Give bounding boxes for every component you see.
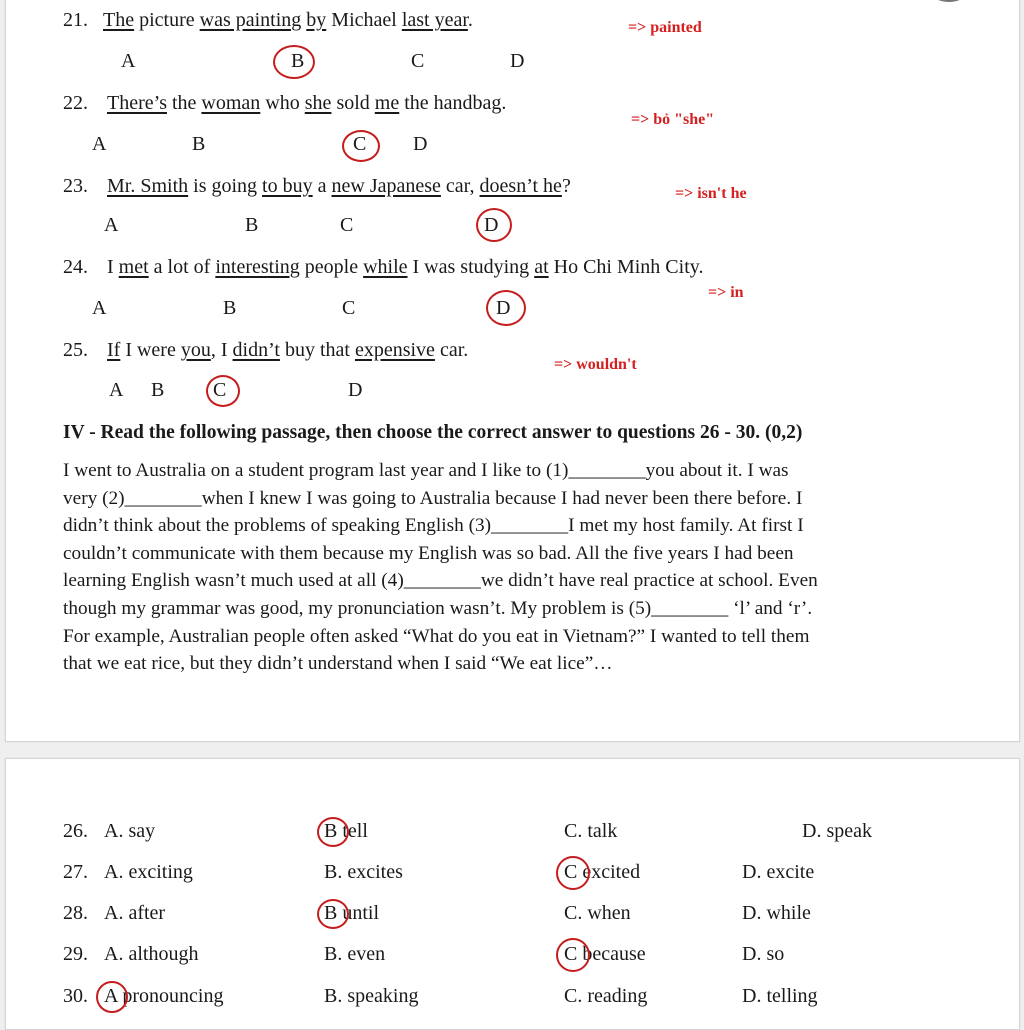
option-letter: D.	[742, 861, 762, 883]
question-number: 22.	[63, 92, 88, 114]
sentence-segment: Michael	[326, 9, 402, 31]
option-letter-a: A	[92, 133, 107, 155]
underlined-segment: If	[107, 339, 121, 361]
option-letter-d: D	[484, 214, 499, 236]
answer-option-d	[742, 901, 811, 925]
sentence-segment: people	[299, 256, 364, 278]
underlined-segment: while	[363, 256, 408, 278]
answer-circle	[317, 817, 349, 847]
question-number: 23.	[63, 175, 88, 197]
question-sentence	[103, 9, 473, 31]
question-number: 21.	[63, 9, 88, 31]
answer-option-a	[104, 819, 155, 843]
option-letter-c: C	[411, 50, 425, 72]
sentence-segment: I was studying	[407, 256, 535, 278]
underlined-segment: me	[374, 92, 400, 114]
option-word: excites	[347, 861, 403, 883]
answer-circle	[556, 856, 590, 890]
passage-line: couldn’t communicate with them because my English was so bad. All the five years I had been	[63, 542, 794, 564]
option-word: although	[128, 943, 199, 965]
underlined-segment: was painting	[199, 9, 302, 31]
option-letter: D.	[742, 902, 762, 924]
sentence-segment: .	[467, 9, 473, 31]
option-letter: A.	[104, 943, 124, 965]
underlined-segment: didn’t	[232, 339, 280, 361]
sentence-segment: , I	[210, 339, 233, 361]
option-letter: B.	[324, 985, 343, 1007]
option-letter: B.	[324, 861, 343, 883]
option-word: speaking	[347, 985, 419, 1007]
sentence-segment: Ho Chi Minh City.	[548, 256, 704, 278]
answer-circle	[317, 899, 349, 929]
option-word: because	[582, 943, 646, 965]
sentence-segment: a	[312, 175, 332, 197]
sentence-segment: the handbag.	[399, 92, 507, 114]
answer-option-c	[564, 901, 631, 925]
question-25	[63, 338, 468, 362]
option-letter-b: B	[223, 297, 237, 319]
underlined-segment: to buy	[262, 175, 313, 197]
answer-option-d	[802, 819, 872, 843]
option-letter-a: A	[121, 50, 136, 72]
option-letter: C	[564, 943, 578, 965]
sentence-segment: sold	[331, 92, 375, 114]
answer-circle	[342, 130, 380, 162]
option-word: speak	[826, 820, 872, 842]
answer-option-b	[324, 860, 403, 884]
option-letter-d: D	[348, 379, 363, 401]
option-word: exciting	[128, 861, 193, 883]
correction-note: => in	[708, 284, 744, 301]
answer-circle	[206, 375, 240, 407]
option-letter: C	[564, 861, 578, 883]
underlined-segment: you	[180, 339, 211, 361]
option-word: until	[342, 902, 380, 924]
question-24	[63, 255, 703, 279]
answer-option-c	[564, 819, 617, 843]
option-letter: C.	[564, 985, 583, 1007]
option-letter: C.	[564, 902, 583, 924]
option-letter-c: C	[340, 214, 354, 236]
answer-circle	[556, 938, 590, 972]
answer-circle	[273, 45, 315, 79]
option-letter-a: A	[92, 297, 107, 319]
sentence-segment: I were	[120, 339, 181, 361]
sentence-segment: the	[166, 92, 202, 114]
option-letter-d: D	[496, 297, 511, 319]
option-letter-b: B	[245, 214, 259, 236]
option-letter-b: B	[192, 133, 206, 155]
correction-note: => bỏ "she"	[631, 111, 715, 128]
option-word: talk	[587, 820, 618, 842]
underlined-segment: woman	[201, 92, 261, 114]
option-letter: A.	[104, 902, 124, 924]
option-word: say	[128, 820, 156, 842]
answer-option-b	[324, 984, 418, 1008]
option-letter-d: D	[413, 133, 428, 155]
sentence-segment: ?	[561, 175, 571, 197]
option-letter-b: B	[151, 379, 165, 401]
underlined-segment: expensive	[354, 339, 435, 361]
sentence-segment: is going	[188, 175, 263, 197]
answer-option-c	[564, 984, 647, 1008]
option-word: when	[587, 902, 631, 924]
sentence-segment: buy that	[279, 339, 355, 361]
passage-line: very (2)________when I knew I was going to Australia because I had never been there before. I	[63, 487, 803, 509]
sentence-segment: I	[107, 256, 119, 278]
option-word: tell	[342, 820, 368, 842]
option-letter-c: C	[213, 379, 227, 401]
sentence-segment: picture	[134, 9, 200, 31]
sentence-segment: who	[260, 92, 305, 114]
passage-line: though my grammar was good, my pronunciation wasn’t. My problem is (5)________ ‘l’ and ‘r’.	[63, 597, 813, 619]
answer-number: 30.	[63, 985, 88, 1007]
answer-option-d	[742, 942, 784, 966]
answer-number: 26.	[63, 820, 88, 842]
passage-line: For example, Australian people often asked “What do you eat in Vietnam?” I wanted to tell them	[63, 625, 810, 647]
underlined-segment: met	[118, 256, 149, 278]
underlined-segment: at	[534, 256, 549, 278]
sentence-segment: car.	[434, 339, 469, 361]
question-23	[63, 174, 571, 198]
option-letter: C.	[564, 820, 583, 842]
answer-circle	[476, 208, 512, 242]
question-number: 25.	[63, 339, 88, 361]
underlined-segment: interesting	[215, 256, 300, 278]
correction-note: => painted	[628, 19, 702, 36]
option-letter: D.	[802, 820, 822, 842]
underlined-segment: by	[306, 9, 327, 31]
option-word: reading	[587, 985, 648, 1007]
answer-circle	[486, 290, 526, 326]
option-letter-c: C	[353, 133, 367, 155]
underlined-segment: The	[103, 9, 135, 31]
passage-line: I went to Australia on a student program last year and I like to (1)________you about it. I was	[63, 460, 789, 481]
option-letter: A	[104, 985, 118, 1007]
question-sentence	[107, 339, 468, 361]
sentence-segment: car,	[440, 175, 480, 197]
question-22	[63, 91, 506, 115]
sentence-segment: a lot of	[148, 256, 216, 278]
option-letter: B	[324, 820, 338, 842]
option-word: after	[128, 902, 166, 924]
underlined-segment: doesn’t he	[479, 175, 562, 197]
option-word: excited	[582, 861, 641, 883]
page-corner-mark	[919, 0, 979, 2]
option-word: while	[766, 902, 811, 924]
question-21	[63, 8, 473, 32]
option-letter: A.	[104, 820, 124, 842]
answer-number: 28.	[63, 902, 88, 924]
passage-line: didn’t think about the problems of speaking English (3)________I met my host family. At first I	[63, 515, 804, 537]
option-letter: B.	[324, 943, 343, 965]
option-letter-a: A	[104, 214, 119, 236]
correction-note: => isn't he	[675, 185, 747, 202]
reading-passage	[63, 457, 973, 678]
underlined-segment: last year	[401, 9, 468, 31]
answer-number: 29.	[63, 943, 88, 965]
underlined-segment: There’s	[107, 92, 167, 114]
question-number: 24.	[63, 256, 88, 278]
underlined-segment: she	[304, 92, 332, 114]
answer-option-a	[104, 860, 193, 884]
question-sentence	[107, 175, 571, 197]
section-heading: IV - Read the following passage, then choose the correct answer to questions 26 - 30. (0,2)	[63, 422, 803, 443]
correction-note: => wouldn't	[554, 356, 637, 373]
option-word: pronouncing	[122, 985, 224, 1007]
option-letter: D.	[742, 985, 762, 1007]
option-letter-a: A	[109, 379, 124, 401]
answer-number: 27.	[63, 861, 88, 883]
answer-option-a	[104, 901, 165, 925]
underlined-segment: new Japanese	[331, 175, 441, 197]
option-letter-d: D	[510, 50, 525, 72]
answer-option-d	[742, 984, 818, 1008]
option-letter: D.	[742, 943, 762, 965]
option-letter: B	[324, 902, 338, 924]
option-word: telling	[766, 985, 818, 1007]
option-letter-b: B	[291, 50, 305, 72]
answer-circle	[96, 981, 128, 1013]
option-letter: A.	[104, 861, 124, 883]
option-word: so	[766, 943, 785, 965]
option-letter-c: C	[342, 297, 356, 319]
option-word: even	[347, 943, 386, 965]
underlined-segment: Mr. Smith	[107, 175, 189, 197]
passage-line: that we eat rice, but they didn’t understand when I said “We eat lice”…	[63, 653, 613, 675]
answer-option-b	[324, 942, 385, 966]
question-sentence	[107, 256, 703, 278]
option-word: excite	[766, 861, 815, 883]
question-sentence	[107, 92, 506, 114]
passage-line: learning English wasn’t much used at all (4)________we didn’t have real practice at school. Even	[63, 570, 818, 592]
answer-option-a	[104, 942, 198, 966]
answer-option-d	[742, 860, 814, 884]
